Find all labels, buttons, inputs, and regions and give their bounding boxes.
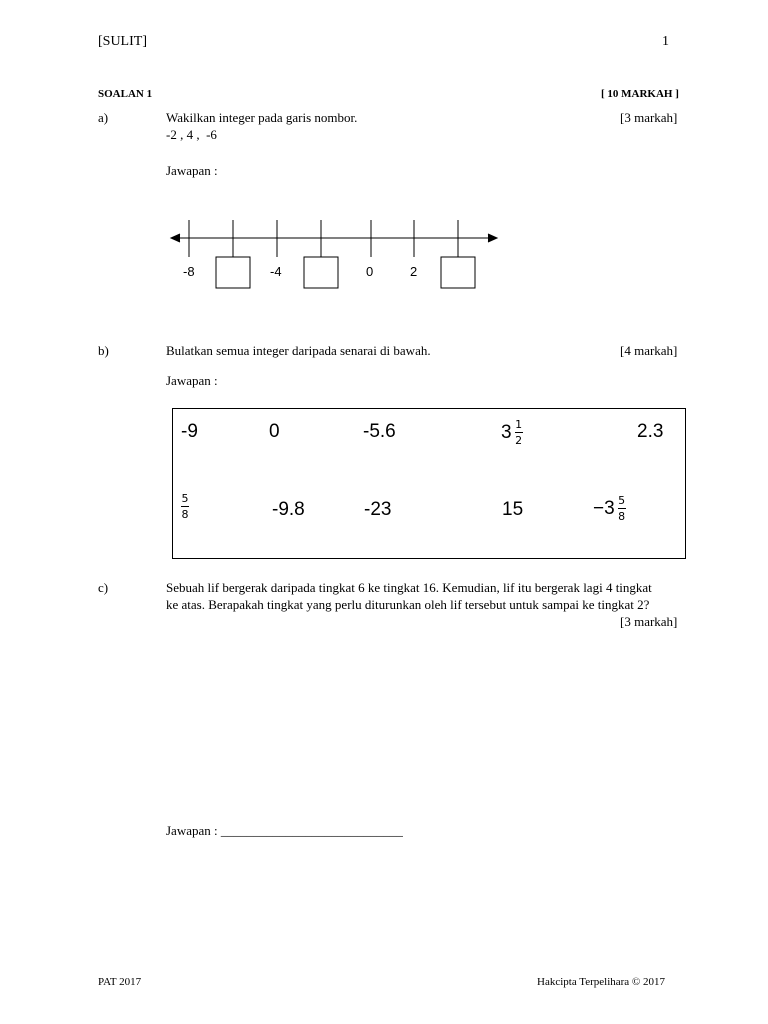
list-item-mixed-number[interactable] [501, 419, 523, 446]
question-total-marks: [ 10 MARKAH ] [601, 88, 679, 100]
list-item[interactable]: -9.8 [272, 499, 305, 520]
fraction-bar [181, 506, 189, 507]
part-b-answer-label: Jawapan : [166, 373, 218, 388]
part-c-answer-line[interactable]: Jawapan : ____________________________ [166, 823, 403, 838]
fraction [515, 419, 523, 446]
page-number: 1 [662, 34, 669, 49]
question-title: SOALAN 1 [98, 88, 153, 100]
list-item-mixed-number[interactable] [593, 495, 626, 522]
part-c-line2: ke atas. Berapakah tingkat yang perlu diturunkan oleh lif tersebut untuk sampai ke tingkat 2? [166, 597, 650, 612]
number-line-label: -4 [270, 264, 282, 279]
part-c-label: c) [98, 580, 109, 595]
fraction-denominator: 8 [181, 508, 189, 521]
list-item-fraction[interactable] [181, 493, 189, 520]
fraction-bar [618, 508, 626, 509]
footer-left: PAT 2017 [98, 976, 142, 988]
mixed-whole: −3 [593, 497, 615, 519]
number-line-label: 2 [410, 264, 418, 279]
arrow-left-icon [171, 234, 180, 242]
fraction-bar [515, 432, 523, 433]
part-b-instruction: Bulatkan semua integer daripada senarai di bawah. [166, 343, 431, 358]
fraction-denominator: 8 [618, 510, 626, 523]
part-c-marks: [3 markah] [620, 614, 678, 629]
part-a-instruction: Wakilkan integer pada garis nombor. [166, 110, 358, 125]
footer-right: Hakcipta Terpelihara © 2017 [537, 976, 666, 988]
fraction-denominator: 2 [515, 434, 523, 447]
number-line-label: 0 [366, 264, 374, 279]
mixed-whole: 3 [501, 421, 512, 443]
list-item[interactable]: -9 [181, 421, 198, 442]
fraction [618, 495, 626, 522]
list-item[interactable]: 2.3 [637, 421, 664, 442]
fraction-numerator: 5 [181, 492, 189, 505]
number-line-label: -8 [183, 264, 195, 279]
integer-list-box [172, 408, 686, 559]
list-item[interactable]: -23 [364, 499, 392, 520]
part-a-answer-label: Jawapan : [166, 163, 218, 178]
part-a-values: -2 , 4 , -6 [166, 127, 217, 142]
list-item[interactable]: 15 [502, 499, 524, 520]
fraction-numerator: 1 [515, 418, 523, 431]
list-item[interactable]: -5.6 [363, 421, 396, 442]
part-a-label: a) [98, 110, 109, 125]
part-a-marks: [3 markah] [620, 110, 678, 125]
part-b-label: b) [98, 343, 109, 358]
answer-box [304, 257, 338, 288]
part-b-marks: [4 markah] [620, 343, 678, 358]
part-c-line1: Sebuah lif bergerak daripada tingkat 6 ke tingkat 16. Kemudian, lif itu bergerak lagi 4 tingkat [166, 580, 652, 595]
fraction-numerator: 5 [618, 494, 626, 507]
answer-box [441, 257, 475, 288]
answer-box [216, 257, 250, 288]
arrow-right-icon [488, 234, 497, 242]
classification-label: [SULIT] [98, 34, 147, 49]
list-item[interactable]: 0 [269, 421, 280, 442]
